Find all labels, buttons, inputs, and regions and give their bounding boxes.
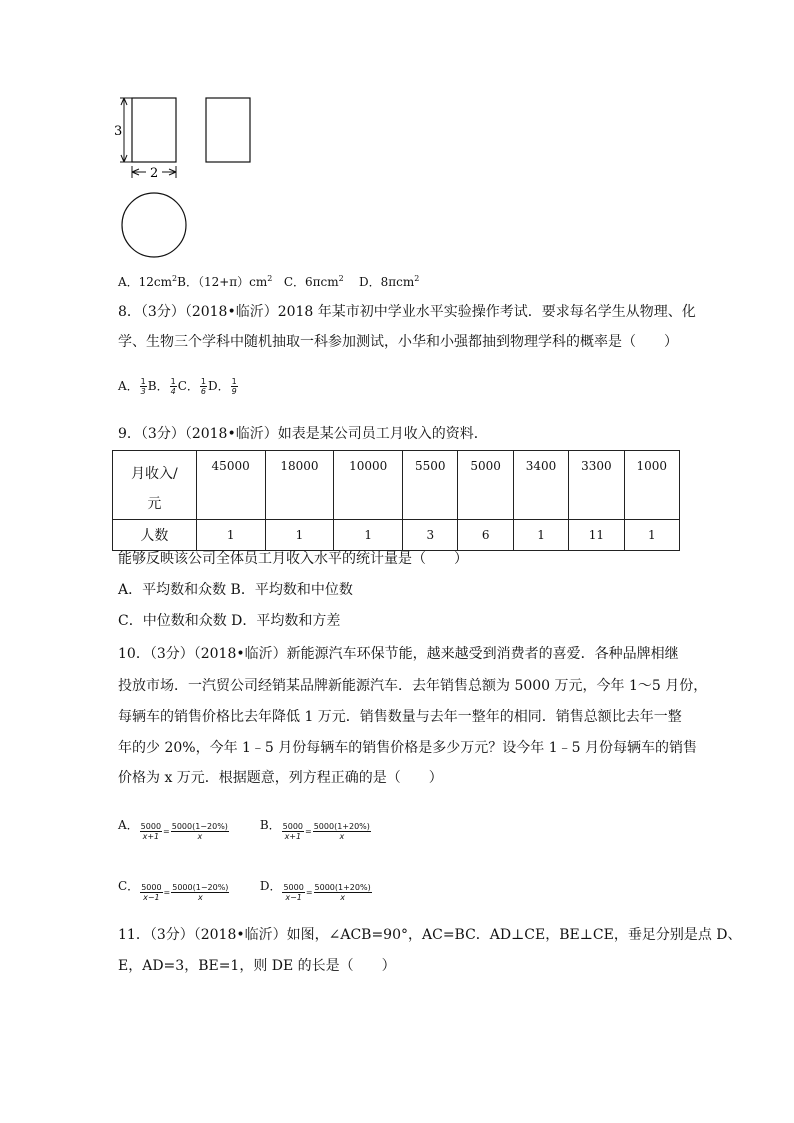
q10-stem-line2: 投放市场．一汽贸公司经销某品牌新能源汽车．去年销售总额为 5000 万元，今年 1～5 月份，	[118, 678, 708, 694]
height-label: 3	[114, 124, 123, 139]
table-cell: 10000	[334, 451, 403, 520]
table-header-income: 月收入/ 元	[113, 451, 197, 520]
top-view-circle	[122, 193, 186, 257]
q7-option-a: A．$12cm^2$	[118, 274, 178, 289]
q10-stem-line4: 年的少 20%，今年 1﹣5 月份每辆车的销售价格是多少万元？设今年 1﹣5 月份每辆车的销售	[118, 740, 697, 756]
table-cell: 11	[569, 520, 624, 551]
table-row-count	[113, 520, 680, 551]
income-table	[112, 450, 680, 551]
table-cell: 1	[624, 520, 679, 551]
q10-option-c: C． $\frac{5000}{x-1}$ = $\frac{5000(1-20\%)}{x}$	[118, 879, 229, 902]
table-cell: 45000	[196, 451, 265, 520]
q10-option-a: A． $\frac{5000}{x+1}$ = $\frac{5000(1-20\%)}{x}$	[118, 818, 228, 841]
q8-option-c: C． $\frac{1}{6}$	[177, 377, 206, 396]
table-cell: 5500	[403, 451, 458, 520]
q7-option-c: C．6πcm$^2$	[283, 274, 344, 289]
table-cell: 18000	[265, 451, 334, 520]
q9-stem: 9．（3分）（2018•临沂）如表是某公司员工月收入的资料．	[118, 426, 488, 442]
q11-stem-line2: E，AD=3，BE=1，则 DE 的长是（ ）	[118, 958, 396, 974]
table-cell: 3300	[569, 451, 624, 520]
table-cell: 1	[513, 520, 568, 551]
table-cell: 1	[196, 520, 265, 551]
q10-option-d: D． $\frac{5000}{x-1}$ = $\frac{5000(1+20\%)}{x}$	[259, 879, 371, 902]
q8-stem-line1: 8．（3分）（2018•临沂）2018 年某市初中学业水平实验操作考试．要求每名学生从物理、化	[118, 304, 696, 320]
q8-options	[118, 376, 239, 396]
table-cell: 6	[458, 520, 513, 551]
table-cell: 5000	[458, 451, 513, 520]
table-cell: 1000	[624, 451, 679, 520]
q8-option-a: A． $\frac{1}{3}$	[118, 377, 146, 396]
q9-options-line2: C．中位数和众数 D．平均数和方差	[118, 613, 341, 629]
table-row-income	[113, 451, 680, 520]
front-view-rect	[132, 98, 176, 162]
q10-options-row1	[118, 815, 372, 842]
q7-option-d: D．8πcm$^2$	[359, 274, 420, 289]
q7-option-b: B．$(12+\pi)cm^2$	[177, 274, 273, 289]
q9-question: 能够反映该公司全体员工月收入水平的统计量是（ ）	[118, 551, 468, 567]
q10-options-row2	[118, 876, 373, 903]
width-label: 2	[150, 166, 159, 181]
q10-stem-line1: 10．（3分）（2018•临沂）新能源汽车环保节能，越来越受到消费者的喜爱．各种品牌相继	[118, 646, 679, 662]
q8-option-d: D． $\frac{1}{9}$	[207, 377, 237, 396]
q8-stem-line2: 学、生物三个学科中随机抽取一科参加测试，小华和小强都抽到物理学科的概率是（ ）	[118, 334, 678, 350]
three-view-figure	[110, 90, 270, 265]
side-view-rect	[206, 98, 250, 162]
q10-stem-line3: 每辆车的销售价格比去年降低 1 万元．销售数量与去年一整年的相同．销售总额比去年一整	[118, 709, 682, 725]
q8-option-b: B． $\frac{1}{4}$	[147, 377, 176, 396]
table-cell: 3	[403, 520, 458, 551]
table-header-count: 人数	[113, 520, 197, 551]
table-cell: 1	[265, 520, 334, 551]
q11-stem-line1: 11．（3分）（2018•临沂）如图，∠ACB=90°，AC=BC．AD⊥CE，BE⊥CE，垂足分别是点 D、	[118, 927, 742, 943]
q9-options-line1: A．平均数和众数 B．平均数和中位数	[118, 582, 353, 598]
q10-stem-line5: 价格为 x 万元．根据题意，列方程正确的是（ ）	[118, 770, 443, 786]
table-cell: 3400	[513, 451, 568, 520]
table-cell: 1	[334, 520, 403, 551]
q7-options	[118, 269, 419, 292]
q10-option-b: B． $\frac{5000}{x+1}$ = $\frac{5000(1+20\%)}{x}$	[259, 818, 370, 841]
